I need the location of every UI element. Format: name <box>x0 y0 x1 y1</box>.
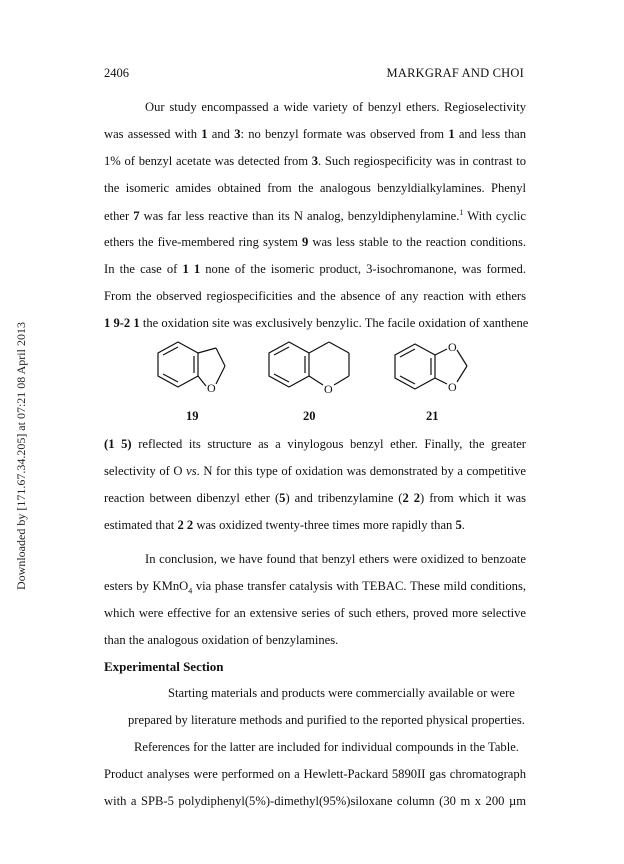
para1-line7: In the case of 1 1 none of the isomeric product, 3-isochromanone, was formed. <box>104 262 526 276</box>
para2-line4: estimated that 2 2 was oxidized twenty-three times more rapidly than 5. <box>104 518 465 532</box>
para1-line8: From the observed regiospecificities and the absence of any reaction with ethers <box>104 289 526 303</box>
para3-line1: In conclusion, we have found that benzyl ethers were oxidized to benzoate <box>145 552 526 566</box>
para2-line2: selectivity of O vs. N for this type of oxidation was demonstrated by a competitive <box>104 464 526 478</box>
page-number: 2406 <box>104 66 129 80</box>
structure-label-21: 21 <box>426 409 439 423</box>
download-watermark: Downloaded by [171.67.34.205] at 07:21 08 April 2013 <box>14 322 28 590</box>
structure-21-oxygen-bottom: O <box>448 380 457 394</box>
para1-line2: was assessed with 1 and 3: no benzyl formate was observed from 1 and less than <box>104 127 526 141</box>
para1-line4: the isomeric amides obtained from the analogous benzyldialkylamines. Phenyl <box>104 181 526 195</box>
running-title: MARKGRAF AND CHOI <box>386 66 524 80</box>
structure-21 <box>385 336 475 404</box>
structure-20 <box>263 336 353 404</box>
para4-line5: with a SPB-5 polydiphenyl(5%)-dimethyl(95%)siloxane column (30 m x 200 µm <box>104 794 526 808</box>
para2-line3: reaction between dibenzyl ether (5) and tribenzylamine (2 2) from which it was <box>104 491 526 505</box>
structure-19-oxygen: O <box>207 381 216 395</box>
para4-line2: prepared by literature methods and purified to the reported physical properties. <box>128 713 525 727</box>
para4-line1: Starting materials and products were commercially available or were <box>168 686 515 700</box>
structure-label-19: 19 <box>186 409 199 423</box>
para3-line2: esters by KMnO$_4$ via phase transfer catalysis with TEBAC. These mild conditions, <box>104 579 526 596</box>
para1-line3: 1% of benzyl acetate was detected from 3. Such regiospecificity was in contrast to <box>104 154 526 168</box>
structure-label-20: 20 <box>303 409 316 423</box>
para4-line3: References for the latter are included for individual compounds in the Table. <box>134 740 519 754</box>
section-heading: Experimental Section <box>104 659 224 674</box>
para3-line4: than the analogous oxidation of benzylamines. <box>104 633 339 647</box>
para1-line1: Our study encompassed a wide variety of benzyl ethers. Regioselectivity <box>145 100 526 114</box>
para2-line1: (1 5) reflected its structure as a vinylogous benzyl ether. Finally, the greater <box>104 437 526 451</box>
para3-line3: which were effective for an extensive series of such ethers, proved more selective <box>104 606 526 620</box>
structure-20-oxygen: O <box>324 382 333 396</box>
structure-19 <box>150 336 240 404</box>
para1-line6: ethers the five-membered ring system 9 was less stable to the reaction conditions. <box>104 235 526 249</box>
para1-line9: 1 9-2 1 the oxidation site was exclusively benzylic. The facile oxidation of xanthene <box>104 316 529 330</box>
structure-21-oxygen-top: O <box>448 340 457 354</box>
para4-line4: Product analyses were performed on a Hewlett-Packard 5890II gas chromatograph <box>104 767 526 781</box>
para1-line5: ether 7 was far less reactive than its N analog, benzyldiphenylamine.$^1$ With cyclic <box>104 208 526 224</box>
